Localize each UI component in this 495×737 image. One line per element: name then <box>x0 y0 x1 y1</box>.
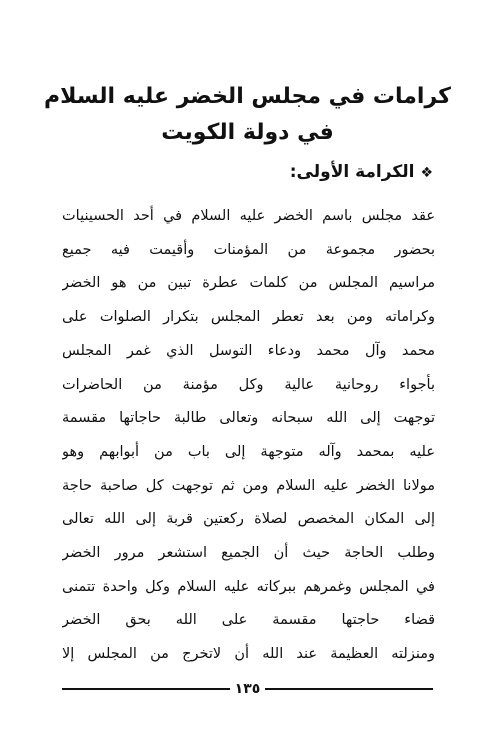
body-line: في المجلس وغمرهم ببركاته عليه السلام وكل واحدة تتمنى <box>62 578 435 595</box>
body-line: بأجواء روحانية عالية وكل مؤمنة من الحاضرات <box>62 376 435 393</box>
body-paragraph <box>62 200 435 672</box>
body-line: توجهت إلى الله سبحانه وتعالى طالبة حاجاتها مقسمة <box>62 410 435 427</box>
body-line: وكراماته ومن بعد تعطر المجلس بتكرار الصلوات على <box>62 309 435 326</box>
section-heading <box>290 158 433 187</box>
body-line: محمد وآل محمد ودعاء التوسل الذي غمر المجلس <box>62 342 435 359</box>
body-line: عليه بمحمد وآله متوجهة إلى باب من أبوابهم وهو <box>62 443 435 460</box>
footer-rule-right <box>265 688 433 690</box>
body-line: بحضور مجموعة من المؤمنات وأقيمت فيه جميع <box>62 241 435 258</box>
body-line: عقد مجلس باسم الخضر عليه السلام في أحد الحسينيات <box>62 208 435 224</box>
chapter-title-line-2: في دولة الكويت <box>161 120 334 145</box>
chapter-title-line-1: كرامات في مجلس الخضر عليه السلام <box>44 84 451 109</box>
body-line: قضاء حاجتها مقسمة على الله بحق الخضر <box>62 612 435 629</box>
page-number: ١٣٥ <box>234 681 261 697</box>
body-line: مولانا الخضر عليه السلام ومن ثم توجهت كل صاحبة حاجة <box>62 477 435 494</box>
body-line: وطلب الحاجة حيث أن الجميع استشعر مرور الخضر <box>62 545 435 562</box>
page-footer <box>40 676 455 702</box>
body-line: مراسيم المجلس من كلمات عطرة تبين من هو الخضر <box>62 275 435 292</box>
body-line: إلى المكان المخصص لصلاة ركعتين قربة إلى الله تعالى <box>62 511 435 528</box>
body-line: ومنزلته العظيمة عند الله أن لاتخرج من المجلس إلا <box>62 646 435 663</box>
section-heading-label: الكرامة الأولى: <box>289 162 415 182</box>
diamond-bullet-icon: ❖ <box>420 165 433 181</box>
